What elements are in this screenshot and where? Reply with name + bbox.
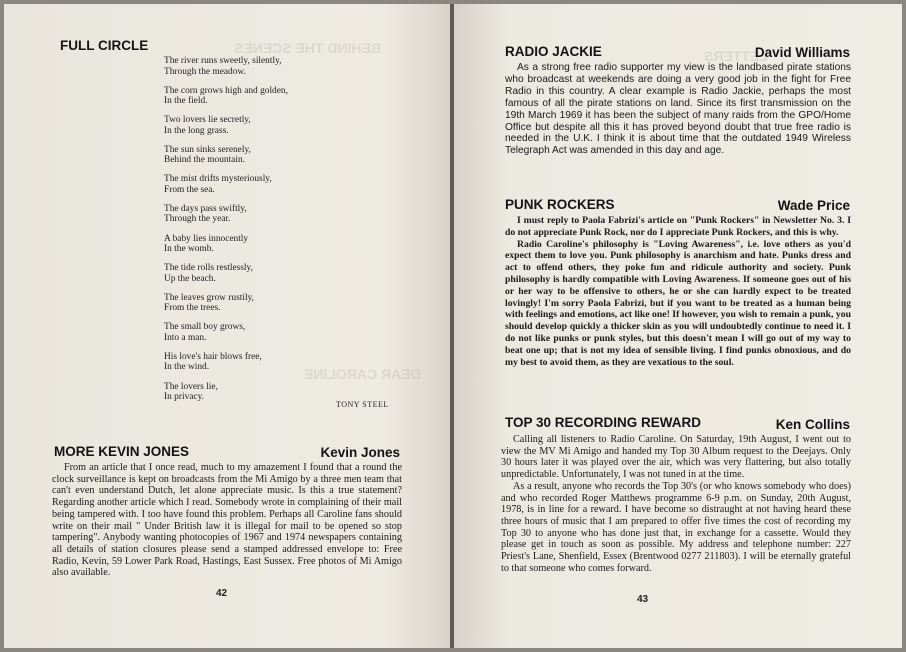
poem-stanza	[164, 322, 394, 343]
poem-line: In privacy.	[164, 392, 204, 403]
poem-line: The mist drifts mysteriously,	[164, 174, 272, 185]
poem-stanza	[164, 86, 394, 107]
show-through-text: DEAR CAROLINE	[304, 366, 421, 382]
poem-stanza	[164, 174, 394, 195]
poem-line: Through the year.	[164, 214, 231, 225]
poem-line: In the long grass.	[164, 125, 229, 136]
poem-line: In the wind.	[164, 362, 210, 373]
poem-line: Two lovers lie secretly,	[164, 115, 251, 126]
radio-jackie-body	[505, 62, 851, 157]
show-through-text: LETTERS	[704, 48, 768, 64]
poem-line: Into a man.	[164, 332, 207, 343]
poem-line: His love's hair blows free,	[164, 351, 262, 362]
poem-line: Up the beach.	[164, 273, 216, 284]
more-kevin-jones-title: MORE KEVIN JONES	[54, 444, 190, 459]
poem-line: The small boy grows,	[164, 322, 246, 333]
article-paragraph: I must reply to Paola Fabrizi's article on "Punk Rockers" in Newsletter No. 3. I do not appreciate Punk Rock, nor do I appreciate Punk Rockers, and this is why.	[505, 215, 851, 238]
punk-rockers-title: PUNK ROCKERS	[505, 197, 615, 212]
full-circle-title: FULL CIRCLE	[60, 38, 149, 53]
poem-line: A baby lies innocently	[164, 233, 249, 244]
more-kevin-jones-author: Kevin Jones	[320, 445, 400, 460]
punk-rockers-author: Wade Price	[777, 198, 850, 213]
poem-line: In the field.	[164, 96, 208, 107]
show-through-text: BEHIND THE SCENES	[234, 40, 382, 56]
article-paragraph: As a strong free radio supporter my view is the landbased pirate stations who broadcast at weekends are doing a very good job in the fight for Free Radio in this country. A clear example is Radio Jackie, perhaps the most famous of all the pirate stations on land. Since its first transmission on the 19th March 1969 it has been the subject of many raids from the GPO/Home Office but despite all this it has proved beyond doubt that true free radio is needed in the U.K. I think it is about time that the outdated 1949 Wireless Telegraph Act was amended in this day and age.	[505, 62, 851, 157]
poem-stanza	[164, 293, 394, 314]
poem-stanza	[164, 204, 394, 225]
article-paragraph: From an article that I once read, much to my amazement I found that a round the clock surveillance is kept on broadcasts from the Mi Amigo by a three men team that can't even understand Dutch, let alone appreciate music. Is this a true statement? Regarding another article which I read. Somebody wrote in complaining of their mail being tampered with. I too have found this problem. Perhaps all Caroline fans should write on their mail " Under British law it is illegal for mail to be opened so stop tampering". Anybody wanting photocopies of 1967 and 1974 newspapers containing all details of station closures please send a stamped addressed envelope to: Free Radio, Kevin, 59 Lower Park Road, Hastings, East Sussex. Free photos of Mi Amigo also available.	[52, 462, 402, 579]
poem-line: In the womb.	[164, 244, 214, 255]
poem-line: The leaves grow rustily,	[164, 292, 254, 303]
poem-stanza	[164, 263, 394, 284]
radio-jackie-author: David Williams	[754, 45, 850, 60]
article-paragraph: Calling all listeners to Radio Caroline. On Saturday, 19th August, I went out to view the MV Mi Amigo and handed my Top 30 Album request to the Deejays. Only 30 hours later it was played over the air, which was very flattering, but also totally unpredictable. Unfortunately, I was not tuned in at the time.	[501, 434, 851, 481]
left-page	[4, 4, 450, 648]
top30-reward-title: TOP 30 RECORDING REWARD	[505, 415, 702, 430]
top30-reward-author: Ken Collins	[775, 417, 850, 432]
poem-line: The corn grows high and golden,	[164, 85, 288, 96]
poem-author: TONY STEEL	[336, 400, 389, 409]
article-paragraph: Radio Caroline's philosophy is "Loving Awareness", i.e. love others as you'd expect them to love you. Punk philosophy is anarchism and hate. Punks dress and act to offend others, they poke fun and ridicule authority and society. Punk philosophy is hardly compatible with Loving Awareness. If someone goes out of his or her way to be offensive to others, he or she can hardly expect to be treated lovingly! I'm sorry Paola Fabrizi, but if you want to be treated as a human being with feelings and emotions, act like one! If however, you wish to remain a punk, you should develop quickly a thicker skin as you will undoubtedly continue to need it. I do not like punks or punk styles, but this doesn't mean I will go out of my way to beat one up; that is not my idea of sensible living. I find punks obnoxious, and do my best to avoid them, as they are vexatious to the soul.	[505, 238, 851, 368]
poem-line: The river runs sweetly, silently,	[164, 56, 282, 66]
book-spread	[4, 4, 902, 648]
poem-line: From the trees.	[164, 303, 221, 314]
poem-line: Through the meadow.	[164, 66, 246, 77]
full-circle-poem	[164, 56, 394, 411]
radio-jackie-title: RADIO JACKIE	[505, 44, 602, 59]
top30-reward-body	[501, 434, 851, 574]
page-number-left: 42	[216, 588, 228, 599]
poem-stanza	[164, 145, 394, 166]
poem-line: The tide rolls restlessly,	[164, 263, 253, 274]
poem-line: Behind the mountain.	[164, 155, 245, 166]
poem-stanza	[164, 56, 394, 77]
page-number-right: 43	[637, 594, 649, 605]
poem-line: From the sea.	[164, 184, 215, 195]
poem-stanza	[164, 352, 394, 373]
poem-line: The lovers lie,	[164, 381, 218, 392]
poem-line: The sun sinks serenely,	[164, 144, 251, 155]
right-page	[454, 4, 902, 648]
punk-rockers-body	[505, 215, 851, 368]
more-kevin-jones-body	[52, 462, 402, 579]
poem-line: The days pass swiftly,	[164, 203, 247, 214]
article-paragraph: As a result, anyone who records the Top 30's (or who knows somebody who does) and who recorded Roger Matthews programme 6-9 p.m. on Sunday, 20th August, 1978, is in line for a reward. I have become so distraught at not having heard these three hours of music that I am prepared to offer five times the cost of recording my Top 30 to anyone who has done just that, in exchange for a cassette. Would they please get in touch as soon as possible. My address and telephone number: 227 Priest's Lane, Shenfield, Essex (Brentwood 0277 211803). I will be eternally grateful to that someone who comes forward.	[501, 480, 851, 574]
poem-stanza	[164, 115, 394, 136]
poem-stanza	[164, 234, 394, 255]
